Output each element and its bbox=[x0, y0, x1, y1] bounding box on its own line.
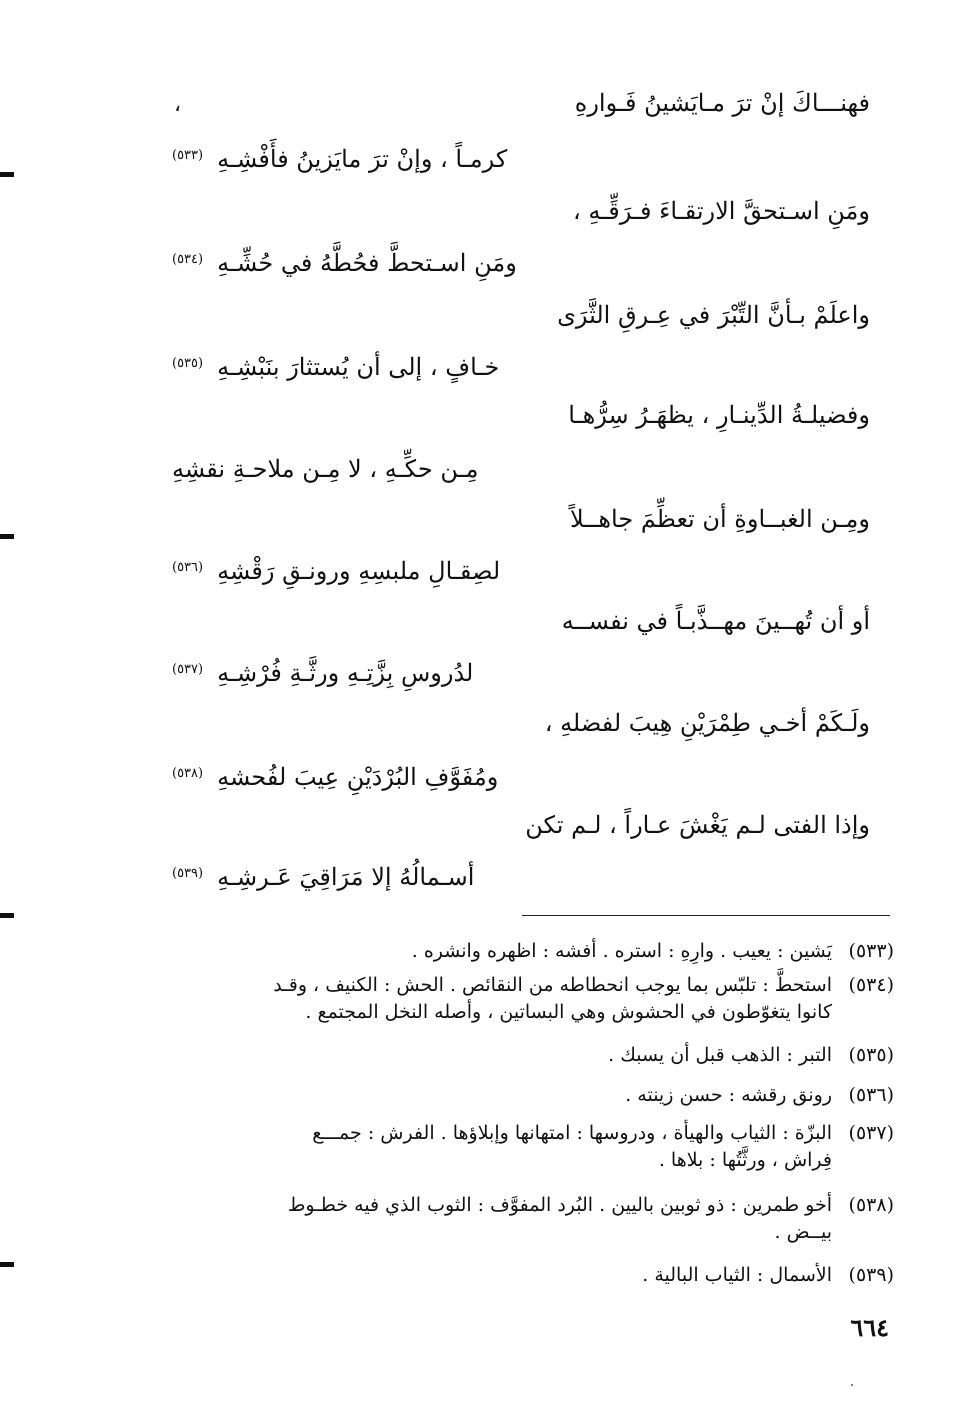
verse-8-first: وإذا الفتى لـم يَغْشَ عـاراً ، لـم تكن bbox=[525, 811, 870, 839]
footnote bbox=[144, 1262, 894, 1289]
footnote-number: (٥٣٧) bbox=[848, 1122, 894, 1144]
footnote-continuation: بيــض . bbox=[774, 1221, 832, 1243]
verse-5-first: ومِـن الغبــاوةِ أن تعظِّمَ جاهــلاً bbox=[570, 505, 870, 533]
speck bbox=[851, 1384, 853, 1386]
verse-7-first: ولَـكَمْ أخـي طِمْرَيْنِ هِيبَ لفضلهِ ، bbox=[544, 709, 870, 737]
verse-3-first: واعلَمْ بـأنَّ التِّبْرَ في عِـرقِ الثَّرَى bbox=[557, 301, 870, 329]
footnote-divider bbox=[522, 915, 890, 916]
verse-number: (٥٣٧) bbox=[172, 662, 204, 677]
footnote-continuation: فِراش ، ورثَّتُها : بلاها . bbox=[658, 1149, 832, 1171]
footnote-text: يَشين : يعيب . وارِهِ : استره . أفشه : اظهره وانشره . bbox=[411, 940, 832, 962]
margin-tick bbox=[0, 534, 14, 539]
footnote-text: استحطَّ : تلبّس بما يوجب انحطاطه من النقائص . الحش : الكنيف ، وقـد bbox=[273, 974, 832, 996]
footnote-text: أخو طمرين : ذو ثوبين باليين . البُرد المفوَّف : الثوب الذي فيه خطـوط bbox=[287, 1194, 832, 1216]
footnote-text: الأسمال : الثياب البالية . bbox=[642, 1264, 832, 1286]
page-number: ٦٦٤ bbox=[850, 1313, 889, 1342]
verse-3-second: خـافٍ ، إلى أن يُستثارَ بنَبْشِـهِ$^{(٥٣٥)}$ bbox=[172, 353, 500, 381]
verse-number: (٥٣٩) bbox=[172, 866, 204, 881]
footnote-number: (٥٣٥) bbox=[848, 1044, 894, 1066]
footnote-continuation: كانوا يتغوّطون في الحشوش وهي البساتين ، وأصله النخل المجتمع . bbox=[305, 1001, 832, 1023]
verse-1-second: كرمـاً ، وإنْ ترَ مايَزينُ فأَفْشِـهِ$^{(٥٣٣)}$ bbox=[172, 145, 508, 173]
verse-number: (٥٣٣) bbox=[172, 148, 204, 163]
footnote-text: البزّة : الثياب والهيأة ، ودروسها : امتهانها وإبلاؤها . الفرش : جمـــع bbox=[312, 1122, 832, 1144]
verse-5-second: لصِقـالِ ملبسِهِ ورونـقِ رَقْشِهِ$^{(٥٣٦)}$ bbox=[172, 557, 501, 585]
footnote-number: (٥٣٦) bbox=[848, 1084, 894, 1106]
footnote-number: (٥٣٨) bbox=[848, 1194, 894, 1216]
verse-number: (٥٣٦) bbox=[172, 560, 204, 575]
footnote bbox=[144, 1042, 894, 1069]
footnote-number: (٥٣٣) bbox=[848, 940, 894, 962]
verse-4-second: مِـن حكِّـهِ ، لا مِـن ملاحـةِ نقشِهِ bbox=[172, 455, 479, 483]
footnote bbox=[144, 972, 894, 1026]
margin-tick bbox=[0, 1262, 14, 1267]
verse-number: (٥٣٤) bbox=[172, 252, 204, 267]
verse-2-second: ومَنِ اسـتحطَّ فحُطَّهُ في حُشِّـهِ$^{(٥٣٤)}$ bbox=[172, 249, 517, 277]
footnote bbox=[144, 1120, 894, 1174]
footnote-text: التبر : الذهب قبل أن يسبك . bbox=[608, 1044, 832, 1066]
verse-number: (٥٣٨) bbox=[172, 766, 204, 781]
footnote bbox=[144, 1192, 894, 1246]
verse-8-second: أسـمالُهُ إلا مَرَاقِيَ عَـرشِـهِ$^{(٥٣٩)}$ bbox=[172, 863, 475, 891]
margin-tick bbox=[0, 172, 14, 177]
verse-number: (٥٣٥) bbox=[172, 356, 204, 371]
footnote-text: رونق رقشه : حسن زينته . bbox=[625, 1084, 832, 1106]
verse-7-second: ومُفَوَّفِ البُرْدَيْنِ عِيبَ لفُحشهِ$^{(٥٣٨)}$ bbox=[172, 763, 499, 791]
verse-4-first: وفضيلـةُ الدِّينـارِ ، يظهَـرُ سِرُّهـا bbox=[568, 401, 870, 429]
margin-tick bbox=[0, 913, 14, 918]
footnote bbox=[144, 938, 894, 965]
footnote bbox=[144, 1082, 894, 1109]
verse-1-first: فهنـــاكَ إنْ ترَ مـايَشينُ فَـوارهِ bbox=[574, 89, 870, 117]
verse-6-second: لدُروسِ بِزَّتِـهِ ورثَّـةِ فُرْشِـهِ$^{(٥٣٧)}$ bbox=[172, 659, 474, 687]
verse-6-first: أو أن تُهــينَ مهــذَّبـاً في نفســه bbox=[561, 607, 870, 635]
footnote-number: (٥٣٩) bbox=[848, 1264, 894, 1286]
opening-mark: ، bbox=[174, 92, 182, 117]
footnote-number: (٥٣٤) bbox=[848, 974, 894, 996]
verse-2-first: ومَنِ اسـتحقَّ الارتقـاءَ فـرَقِّـهِ ، bbox=[572, 197, 870, 225]
